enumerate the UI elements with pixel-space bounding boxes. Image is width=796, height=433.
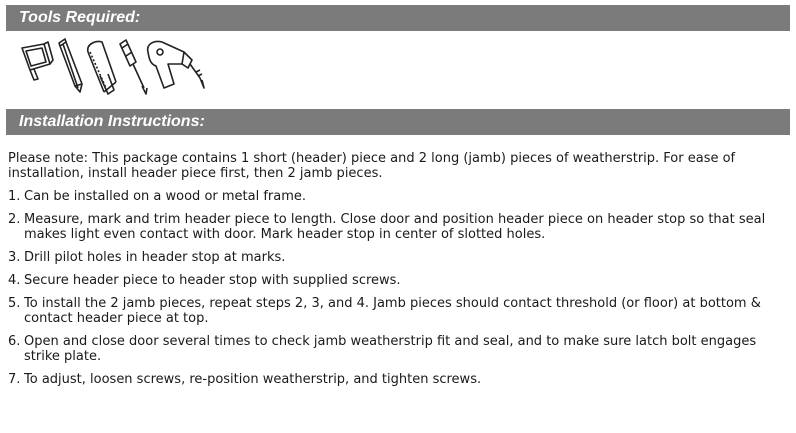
steps-list — [8, 189, 788, 387]
step-item — [8, 189, 788, 204]
step-text: Drill pilot holes in header stop at marks. — [24, 250, 286, 265]
tools-illustration — [18, 38, 218, 100]
step-number: 6. — [8, 334, 21, 349]
step-text: To install the 2 jamb pieces, repeat steps 2, 3, and 4. Jamb pieces should contact threshold (or floor) at bottom & contact header piece at top. — [24, 296, 761, 326]
step-number: 2. — [8, 212, 21, 227]
step-text: Can be installed on a wood or metal frame. — [24, 189, 307, 204]
step-number: 5. — [8, 296, 21, 311]
step-number: 3. — [8, 250, 21, 265]
step-item — [8, 334, 788, 364]
tape-measure-icon — [18, 38, 56, 82]
package-note: Please note: This package contains 1 short (header) piece and 2 long (jamb) pieces of weatherstrip. For ease of installation, install header piece first, then 2 jamb pieces. — [8, 151, 736, 181]
step-text: Open and close door several times to check jamb weatherstrip fit and seal, and to make sure latch bolt engages strike plate. — [24, 334, 757, 364]
step-text: Secure header piece to header stop with supplied screws. — [24, 273, 401, 288]
step-item — [8, 273, 788, 288]
step-number: 1. — [8, 189, 21, 204]
step-number: 4. — [8, 273, 21, 288]
step-item — [8, 250, 788, 265]
tools-required-heading: Tools Required: — [6, 5, 790, 31]
step-number: 7. — [8, 372, 21, 387]
step-text: To adjust, loosen screws, re-position weatherstrip, and tighten screws. — [24, 372, 482, 387]
step-item — [8, 372, 788, 387]
installation-instructions-heading: Installation Instructions: — [6, 109, 790, 135]
step-item — [8, 212, 788, 242]
power-drill-icon — [144, 38, 208, 96]
instructions-body — [8, 151, 788, 395]
step-text: Measure, mark and trim header piece to length. Close door and position header piece on header stop so that seal makes light even contact with door. Mark header stop in center of slotted holes. — [24, 212, 766, 242]
hacksaw-icon — [82, 38, 120, 98]
step-item — [8, 296, 788, 326]
